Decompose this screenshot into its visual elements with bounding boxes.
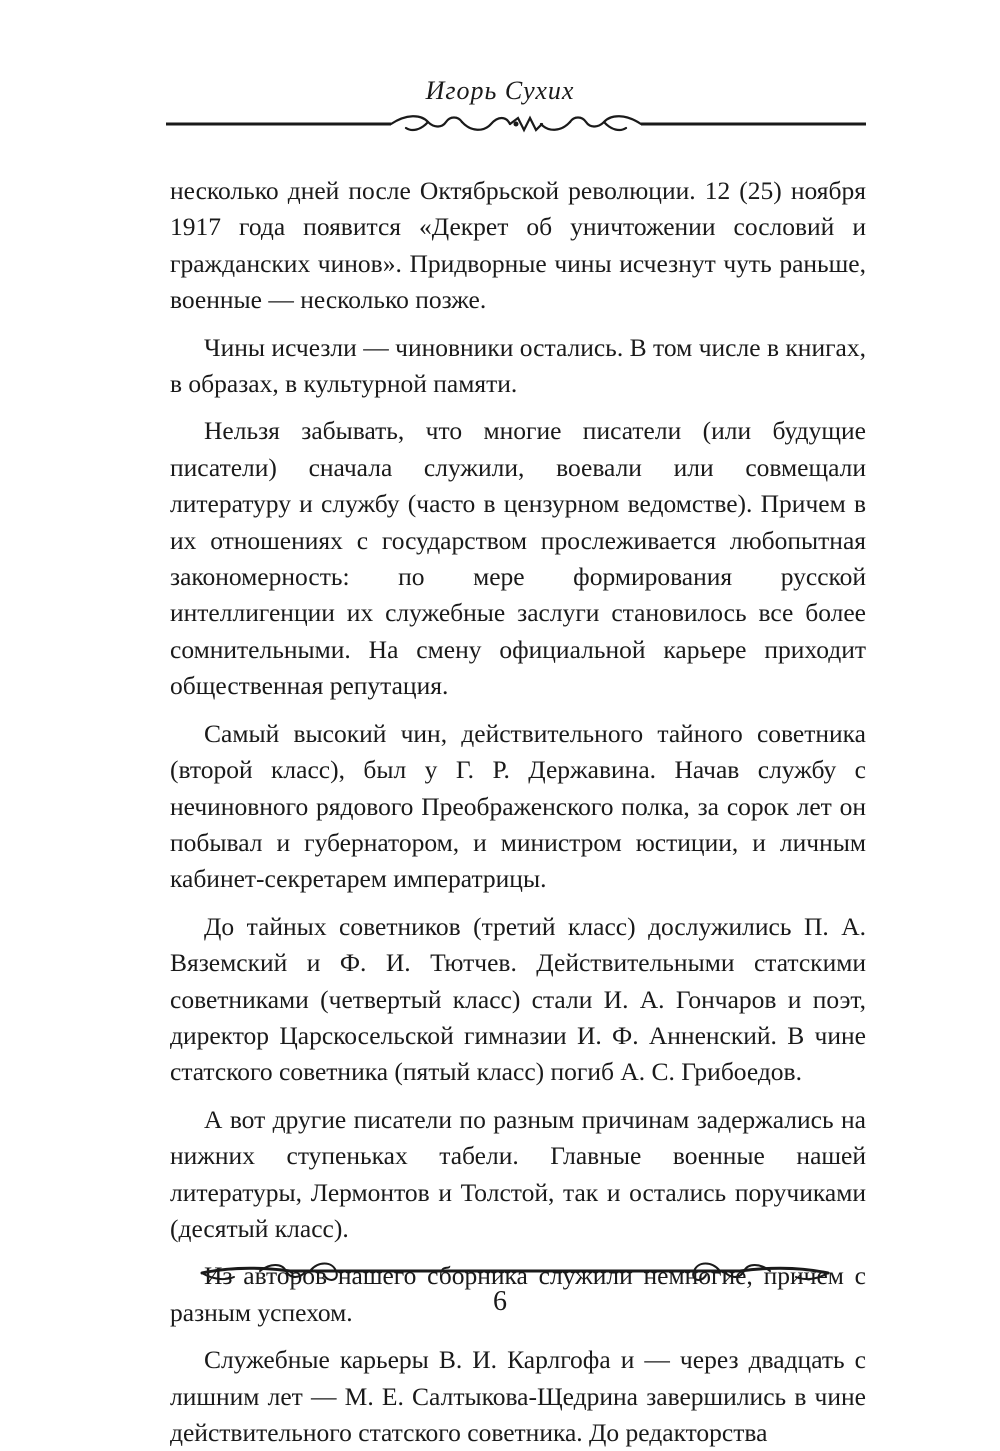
paragraph-2: Чины исчезли — чиновники остались. В том числе в книгах, в образах, в культурной памяти. (170, 332, 866, 399)
running-title: Игорь Сухих (425, 76, 575, 105)
top-flourish-rule-icon (166, 110, 866, 138)
page-number: 6 (493, 1286, 507, 1317)
paragraph-6: А вот другие писатели по разным причинам задержались на нижних ступеньках табели. Главные военные нашей литературы, Лермонтов и Толстой, так и остались поручиками (десятый класс). (170, 1104, 866, 1243)
paragraph-4: Самый высокий чин, действительного тайного советника (второй класс), был у Г. Р. Державина. Начав службу с нечиновного рядового Преображенского полка, за сорок лет он побывал и губернатором, и министром юстиции, и личным кабинет-секретарем императрицы. (170, 718, 866, 894)
paragraph-1: несколько дней после Октябрьской революции. 12 (25) ноября 1917 года появится «Декрет об уничтожении сословий и гражданских чинов». Придворные чины исчезнут чуть раньше, военные — несколько позже. (170, 176, 866, 315)
paragraph-8: Служебные карьеры В. И. Карлгофа и — через двадцать с лишним лет — М. Е. Салтыкова-Щедрина завершились в чине действительного статского советника. До редакторства (170, 1345, 866, 1447)
paragraph-7: Из авторов нашего сборника служили немногие, причем с разным успехом. (170, 1261, 866, 1327)
paragraph-5: До тайных советников (третий класс) дослужились П. А. Вяземский и Ф. И. Тютчев. Действительными статскими советниками (четвертый класс) стали И. А. Гончаров и поэт, директор Царскосельской гимназии И. Ф. Анненский. В чине статского советника (пятый класс) погиб А. С. Грибоедов. (170, 911, 866, 1087)
paragraph-3: Нельзя забывать, что многие писатели (или будущие писатели) сначала служили, воевали или совмещали литературу и службу (часто в цензурном ведомстве). Причем в их отношениях с государством прослеживается любопытная закономерность: по мере формирования русской интеллигенции их служебные заслуги становилось все более сомнительными. На смену официальной карьере приходит общественная репутация. (170, 416, 866, 701)
